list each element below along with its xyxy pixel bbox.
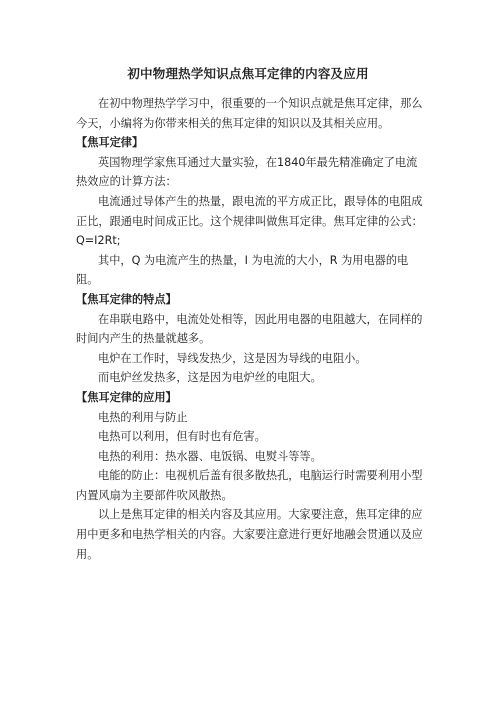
paragraph-law-statement: 电流通过导体产生的热量，跟电流的平方成正比，跟导体的电阻成正比，跟通电时间成正比。这个规律叫做焦耳定律。焦耳定律的公式：Q=I2Rt; <box>76 194 423 248</box>
section-heading-features: 【焦耳定律的特点】 <box>76 292 177 306</box>
paragraph-heating-wire: 而电炉丝发热多，这是因为电炉丝的电阻大。 <box>98 371 322 385</box>
document-body <box>76 94 424 564</box>
section-heading-applications: 【焦耳定律的应用】 <box>76 390 177 404</box>
document-title: 初中物理热学知识点焦耳定律的内容及应用 <box>127 66 369 81</box>
paragraph-use-and-prevention: 电热的利用与防止 <box>98 410 188 424</box>
paragraph-conclusion: 以上是焦耳定律的相关内容及其应用。大家要注意，焦耳定律的应用中更多和电热学相关的内容。大家要注意进行更好地融会贯通以及应用。 <box>76 508 423 561</box>
paragraph-heat-uses: 电热的利用：热水器、电饭锅、电熨斗等等。 <box>98 449 322 463</box>
paragraph-intro: 在初中物理热学学习中，很重要的一个知识点就是焦耳定律，那么今天，小编将为你带来相关的焦耳定律的知识以及其相关应用。 <box>76 97 423 130</box>
paragraph-heat-prevention: 电能的防止：电视机后盖有很多散热孔，电脑运行时需要利用小型内置风扇为主要部件吹风散热。 <box>76 469 423 502</box>
paragraph-joule-experiment: 英国物理学家焦耳通过大量实验，在1840年最先精准确定了电流热效应的计算方法： <box>76 155 418 189</box>
paragraph-formula-variables: 其中，Q 为电流产生的热量，I 为电流的大小，R 为用电器的电阻。 <box>76 253 409 287</box>
section-heading-joule-law: 【焦耳定律】 <box>76 136 144 150</box>
paragraph-series-circuit: 在串联电路中，电流处处相等，因此用电器的电阻越大，在同样的时间内产生的热量就越多。 <box>76 312 423 346</box>
paragraph-benefit-and-harm: 电热可以利用，但有时也有危害。 <box>98 430 266 444</box>
paragraph-wire-heat: 电炉在工作时，导线发热少，这是因为导线的电阻小。 <box>98 351 367 365</box>
